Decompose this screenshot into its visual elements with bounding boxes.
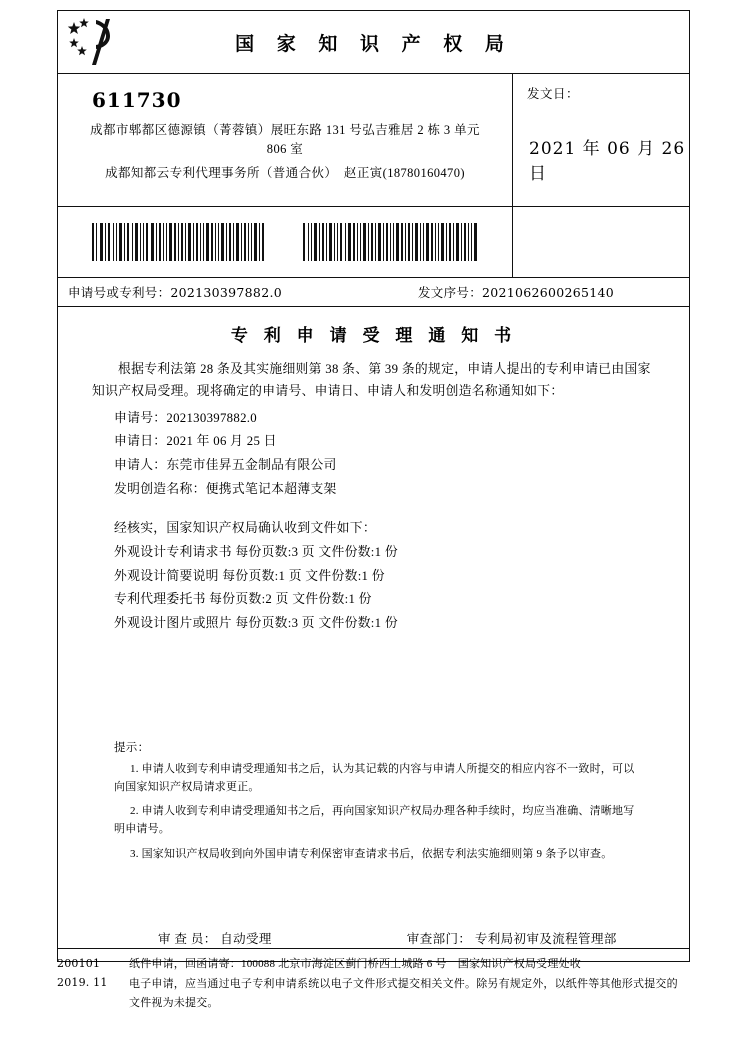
issue-date-value: 2021 年 06 月 26 日 bbox=[529, 139, 686, 184]
examiner-value: 自动受理 bbox=[220, 932, 272, 946]
field-application-number: 申请号：202130397882.0 bbox=[114, 410, 257, 425]
application-fields bbox=[58, 403, 689, 502]
address-date-row bbox=[58, 74, 689, 207]
footer-text-line-2: 电子申请，应当通过电子专利申请系统以电子文件形式提交相关文件。除另有规定外，以纸件等其他形式提交的 bbox=[129, 977, 678, 990]
barcode-right-empty bbox=[513, 207, 689, 277]
note-item-2: 2. 申请人收到专利申请受理通知书之后，再向国家知识产权局办理各种手续时，均应当准确、清晰地写明申请号。 bbox=[114, 805, 635, 836]
dispatch-number bbox=[398, 283, 689, 301]
barcode-container bbox=[58, 207, 513, 277]
footer-code-line-1: 200101 bbox=[57, 957, 101, 970]
examiner-label: 审 查 员： bbox=[158, 932, 217, 946]
examiner-block bbox=[158, 929, 272, 947]
signers-row bbox=[58, 929, 689, 947]
footer-code-line-2: 2019. 11 bbox=[57, 975, 108, 989]
application-number bbox=[58, 283, 398, 301]
field-application-date: 申请日：2021 年 06 月 25 日 bbox=[114, 434, 277, 449]
received-document-4: 外观设计图片或照片 每份页数:3 页 文件份数:1 份 bbox=[114, 616, 398, 631]
page-title: 专 利 申 请 受 理 通 知 书 bbox=[230, 326, 517, 346]
addressee-block bbox=[58, 74, 513, 206]
application-number-label: 申请号或专利号： bbox=[68, 286, 171, 300]
field-invention-title: 发明创造名称：便携式笔记本超薄支架 bbox=[114, 481, 337, 496]
department-block bbox=[407, 929, 617, 947]
field-applicant: 申请人：东莞市佳昇五金制品有限公司 bbox=[114, 458, 337, 473]
barcode-dispatch bbox=[303, 223, 478, 261]
footer-form-code bbox=[57, 955, 129, 1014]
received-document-1: 外观设计专利请求书 每份页数:3 页 文件份数:1 份 bbox=[114, 545, 398, 560]
received-documents bbox=[58, 517, 689, 635]
note-item-3: 3. 国家知识产权局收到向外国申请专利保密审查请求书后，依据专利法实施细则第 9 条予以审查。 bbox=[130, 847, 613, 860]
issue-date-block bbox=[513, 74, 689, 206]
barcode-application bbox=[92, 223, 267, 261]
notes-title: 提示： bbox=[114, 742, 150, 754]
barcode-row bbox=[58, 207, 689, 278]
postcode: 611730 bbox=[92, 88, 182, 112]
agent-line: 成都知都云专利代理事务所（普通合伙） 赵正寅(18780160470) bbox=[105, 165, 465, 180]
dispatch-number-label: 发文序号： bbox=[418, 286, 483, 300]
received-document-2: 外观设计简要说明 每份页数:1 页 文件份数:1 份 bbox=[114, 568, 385, 583]
footer-text-line-1: 纸件申请，回函请寄：100088 北京市海淀区蓟门桥西土城路 6 号 国家知识产权局受理处收 bbox=[129, 958, 581, 970]
address-line-1: 成都市郫都区德源镇（菁蓉镇）展旺东路 131 号弘吉雅居 2 栋 3 单元 bbox=[90, 123, 480, 137]
dispatch-number-value: 2021062600265140 bbox=[482, 285, 615, 300]
footer-text bbox=[129, 955, 690, 1014]
received-documents-heading: 经核实，国家知识产权局确认收到文件如下： bbox=[114, 521, 376, 536]
document-header bbox=[58, 11, 689, 74]
received-document-3: 专利代理委托书 每份页数:2 页 文件份数:1 份 bbox=[114, 592, 372, 607]
notice-document bbox=[57, 10, 690, 962]
department-value: 专利局初审及流程管理部 bbox=[474, 932, 617, 946]
footer-text-line-3: 文件视为未提交。 bbox=[129, 997, 219, 1010]
document-footer bbox=[57, 955, 690, 1014]
issue-date-label: 发文日： bbox=[527, 87, 580, 101]
intro-paragraph: 根据专利法第 28 条及其实施细则第 38 条、第 39 条的规定，申请人提出的专利申请已由国家知识产权局受理。现将确定的申请号、申请日、申请人和发明创造名称通知如下： bbox=[92, 362, 651, 399]
address-line-2: 806 室 bbox=[266, 142, 304, 157]
numbers-row bbox=[58, 278, 689, 307]
note-item-1: 1. 申请人收到专利申请受理通知书之后，认为其记载的内容与申请人所提交的相应内容不一致时，可以向国家知识产权局请求更正。 bbox=[114, 763, 635, 794]
spacer bbox=[58, 501, 689, 517]
application-number-value: 202130397882.0 bbox=[170, 285, 282, 300]
notes-section bbox=[58, 739, 689, 869]
department-label: 审查部门： bbox=[406, 932, 472, 946]
office-title: 国 家 知 识 产 权 局 bbox=[235, 33, 512, 55]
footer-divider bbox=[57, 948, 690, 949]
document-body bbox=[58, 321, 689, 961]
